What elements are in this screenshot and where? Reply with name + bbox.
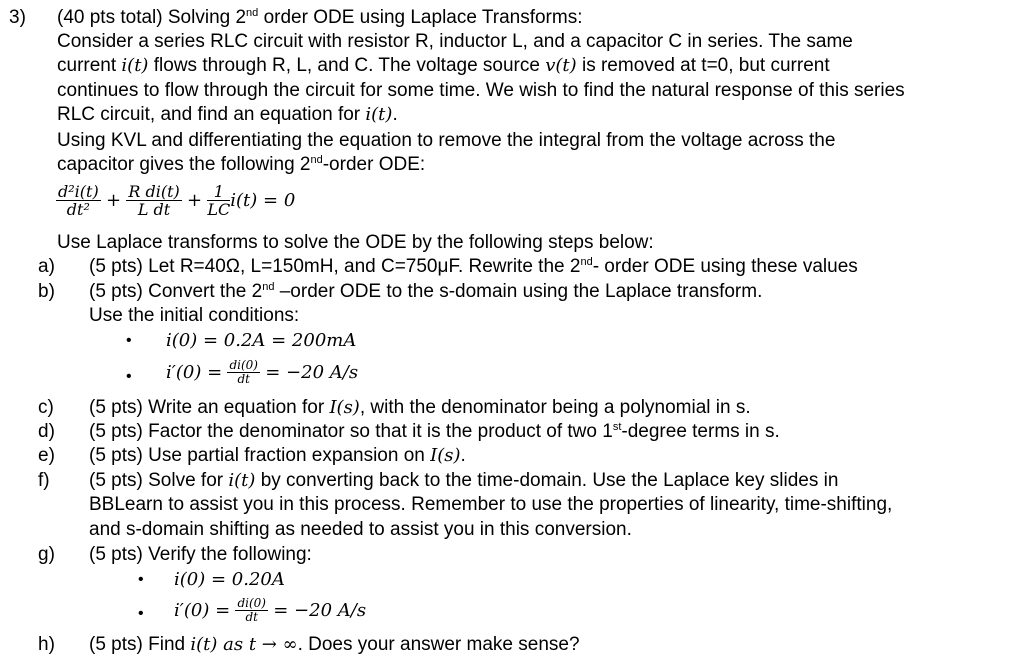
step-h-label: h)	[38, 634, 55, 655]
initial-condition-1: i(0) = 0.2A = 200mA	[166, 330, 357, 351]
bullet: •	[126, 368, 132, 385]
question-number: 3)	[9, 7, 26, 28]
verify-condition-1: i(0) = 0.20A	[174, 569, 285, 590]
intro-line-4: RLC circuit, and find an equation for i(t).	[57, 104, 398, 125]
initial-condition-2: i′(0) = $\frac{di(0)}{dt}$ = −20 A/s	[166, 358, 359, 387]
ode-term-2: $\frac{\text{R di(t)}}{\text{L dt}}$	[128, 182, 180, 220]
step-e-label: e)	[38, 445, 55, 466]
bullet: •	[138, 605, 144, 622]
ode-equation: $\frac{\text{d²i(t)}}{\text{dt²}}$ + $\frac{\text{R di(t)}}{\text{L dt}}$ + $\frac{1}{LC}$ i(t) = 0	[58, 182, 296, 220]
intro-line-2: current i(t) flows through R, L, and C. The voltage source v(t) is removed at t=0, but current	[57, 55, 830, 76]
intro-line-6: capacitor gives the following 2nd-order ODE:	[57, 154, 426, 175]
bullet: •	[126, 332, 132, 349]
step-a-label: a)	[38, 256, 55, 277]
step-g-text: (5 pts) Verify the following:	[89, 544, 312, 565]
step-h-text: (5 pts) Find i(t) as t → ∞. Does your answer make sense?	[89, 634, 580, 655]
step-e-text: (5 pts) Use partial fraction expansion on I(s).	[89, 445, 466, 466]
step-a-text: (5 pts) Let R=40Ω, L=150mH, and C=750μF. Rewrite the 2nd- order ODE using these values	[89, 256, 858, 277]
step-g-label: g)	[38, 544, 55, 565]
question-title: (40 pts total) Solving 2nd order ODE using Laplace Transforms:	[57, 7, 583, 28]
step-f-label: f)	[38, 470, 50, 491]
step-b-text: (5 pts) Convert the 2nd –order ODE to the s-domain using the Laplace transform.	[89, 281, 763, 302]
intro-line-5: Using KVL and differentiating the equation to remove the integral from the voltage across the	[57, 130, 836, 151]
ode-term-1: $\frac{\text{d²i(t)}}{\text{dt²}}$	[58, 182, 99, 220]
bullet: •	[138, 571, 144, 588]
steps-intro: Use Laplace transforms to solve the ODE by the following steps below:	[57, 232, 654, 253]
intro-line-3: continues to flow through the circuit for some time. We wish to find the natural response of this series	[57, 80, 905, 101]
verify-condition-2: i′(0) = $\frac{di(0)}{dt}$ = −20 A/s	[174, 596, 367, 625]
intro-line-1: Consider a series RLC circuit with resistor R, inductor L, and a capacitor C in series. The same	[57, 31, 853, 52]
step-f-text-3: and s-domain shifting as needed to assist you in this conversion.	[89, 519, 632, 540]
step-c-text: (5 pts) Write an equation for I(s), with the denominator being a polynomial in s.	[89, 397, 751, 418]
step-f-text-1: (5 pts) Solve for i(t) by converting back to the time-domain. Use the Laplace key slides in	[89, 470, 839, 491]
ode-term-3: $\frac{1}{LC}$	[207, 182, 231, 220]
step-f-text-2: BBLearn to assist you in this process. Remember to use the properties of linearity, time-shifting,	[89, 494, 893, 515]
step-b-conditions: Use the initial conditions:	[89, 305, 300, 326]
step-d-text: (5 pts) Factor the denominator so that it is the product of two 1st-degree terms in s.	[89, 421, 780, 442]
step-c-label: c)	[38, 397, 54, 418]
step-b-label: b)	[38, 281, 55, 302]
step-d-label: d)	[38, 421, 55, 442]
